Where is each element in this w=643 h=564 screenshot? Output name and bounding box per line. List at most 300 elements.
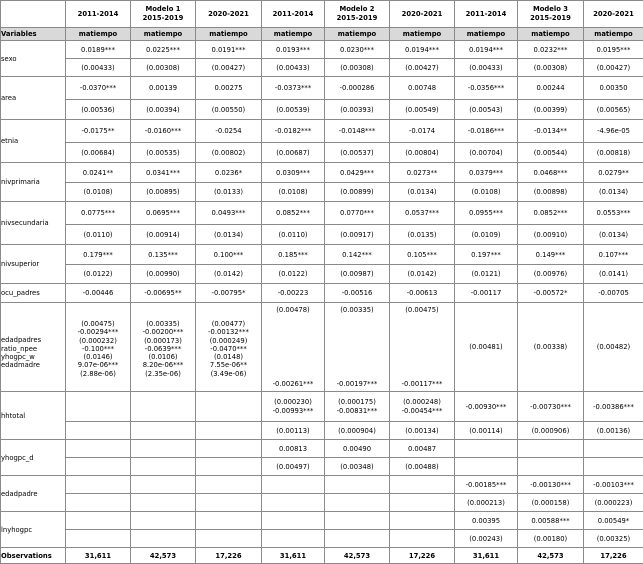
table-row bbox=[1, 440, 643, 458]
block-value: (0.00475) bbox=[66, 320, 130, 328]
se-cell: (0.00684) bbox=[66, 143, 131, 163]
block-variable-label: edadmadre bbox=[1, 361, 65, 369]
coef-cell: 0.185*** bbox=[262, 245, 325, 265]
variable-label: yhogpc_d bbox=[1, 440, 66, 476]
block-value: -0.0470*** bbox=[196, 345, 261, 353]
se-cell: (0.00433) bbox=[66, 59, 131, 77]
empty-cell bbox=[584, 440, 643, 458]
empty-cell bbox=[325, 476, 390, 494]
coef-value: -0.00454*** bbox=[390, 407, 454, 415]
block-variable-label: edadpadres bbox=[1, 336, 65, 344]
empty-cell bbox=[262, 476, 325, 494]
block-split-cell bbox=[390, 303, 455, 392]
observations-cell: 31,611 bbox=[262, 548, 325, 564]
block-se-value: (0.00478) bbox=[262, 306, 324, 314]
se-cell: (0.00895) bbox=[131, 183, 196, 202]
observations-cell: 31,611 bbox=[66, 548, 131, 564]
se-cell: (0.0122) bbox=[262, 265, 325, 284]
table-row bbox=[1, 458, 643, 476]
coef-cell: 0.179*** bbox=[66, 245, 131, 265]
se-cell: (0.00704) bbox=[455, 143, 518, 163]
table-row bbox=[1, 41, 643, 59]
empty-cell bbox=[390, 494, 455, 512]
empty-cell bbox=[455, 440, 518, 458]
coef-cell: 0.0232*** bbox=[518, 41, 584, 59]
block-value: -0.100*** bbox=[66, 345, 130, 353]
block-split-cell bbox=[325, 303, 390, 392]
coef-cell: 0.0341*** bbox=[131, 163, 196, 183]
table-row bbox=[1, 494, 643, 512]
empty-cell bbox=[325, 530, 390, 548]
block-stack-cell bbox=[196, 303, 262, 392]
empty-cell bbox=[66, 392, 131, 422]
coef-cell: 0.0493*** bbox=[196, 202, 262, 225]
depvar-cell: matiempo bbox=[455, 28, 518, 41]
coef-cell: -0.0373*** bbox=[262, 77, 325, 100]
variable-label: nivsuperior bbox=[1, 245, 66, 284]
se-cell: (0.00802) bbox=[196, 143, 262, 163]
coef-cell: -0.0186*** bbox=[455, 120, 518, 143]
coef-cell: -0.0134** bbox=[518, 120, 584, 143]
block-value: (0.000249) bbox=[196, 337, 261, 345]
table-row bbox=[1, 120, 643, 143]
coef-cell: 0.0695*** bbox=[131, 202, 196, 225]
coef-cell: -0.00223 bbox=[262, 284, 325, 303]
empty-cell bbox=[455, 458, 518, 476]
se-cell: (0.0108) bbox=[66, 183, 131, 202]
empty-cell bbox=[196, 512, 262, 530]
depvar-cell: matiempo bbox=[325, 28, 390, 41]
coef-cell: 0.0537*** bbox=[390, 202, 455, 225]
block-se-cell: (0.00481) bbox=[455, 303, 518, 392]
se-cell: (0.0135) bbox=[390, 225, 455, 245]
block-value: 8.20e-06*** bbox=[131, 361, 195, 369]
se-cell: (0.00818) bbox=[584, 143, 643, 163]
se-cell: (0.00543) bbox=[455, 100, 518, 120]
se-cell: (0.00308) bbox=[131, 59, 196, 77]
block-value: (0.00477) bbox=[196, 320, 261, 328]
coef-cell: 0.135*** bbox=[131, 245, 196, 265]
coef-cell: 0.00487 bbox=[390, 440, 455, 458]
coef-cell: 0.0189*** bbox=[66, 41, 131, 59]
empty-cell bbox=[262, 494, 325, 512]
se-cell: (0.00308) bbox=[325, 59, 390, 77]
se-cell: (0.00565) bbox=[584, 100, 643, 120]
block-value: (0.00335) bbox=[131, 320, 195, 328]
coef-cell: 0.197*** bbox=[455, 245, 518, 265]
block-value: (3.49e-06) bbox=[196, 370, 261, 378]
coef-cell: 0.00813 bbox=[262, 440, 325, 458]
block-value: (0.0106) bbox=[131, 353, 195, 361]
coef-cell: 0.00588*** bbox=[518, 512, 584, 530]
se-cell: (0.00910) bbox=[518, 225, 584, 245]
table-row bbox=[1, 1, 643, 28]
empty-cell bbox=[325, 512, 390, 530]
se-cell: (0.0108) bbox=[262, 183, 325, 202]
table-row bbox=[1, 265, 643, 284]
coef-cell: -0.00516 bbox=[325, 284, 390, 303]
se-cell: (0.00325) bbox=[584, 530, 643, 548]
table-row bbox=[1, 422, 643, 440]
coef-cell: -0.00117 bbox=[455, 284, 518, 303]
se-cell: (0.000213) bbox=[455, 494, 518, 512]
coef-cell: 0.142*** bbox=[325, 245, 390, 265]
block-value: (0.0146) bbox=[66, 353, 130, 361]
coef-cell: 0.0309*** bbox=[262, 163, 325, 183]
column-header bbox=[66, 1, 131, 28]
block-value: (0.000232) bbox=[66, 337, 130, 345]
empty-cell bbox=[131, 440, 196, 458]
empty-cell bbox=[196, 422, 262, 440]
observations-cell: 17,226 bbox=[390, 548, 455, 564]
coef-cell: 0.0194*** bbox=[390, 41, 455, 59]
coef-cell: -0.00705 bbox=[584, 284, 643, 303]
se-cell: (0.00394) bbox=[131, 100, 196, 120]
coef-value: -0.00993*** bbox=[262, 407, 324, 415]
se-cell: (0.0133) bbox=[196, 183, 262, 202]
variable-label: nivprimaria bbox=[1, 163, 66, 202]
se-cell: (0.0142) bbox=[390, 265, 455, 284]
empty-cell bbox=[196, 392, 262, 422]
se-cell: (0.00427) bbox=[390, 59, 455, 77]
se-cell: (0.00976) bbox=[518, 265, 584, 284]
depvar-cell: matiempo bbox=[196, 28, 262, 41]
coef-cell: -0.00103*** bbox=[584, 476, 643, 494]
se-cell: (0.00393) bbox=[325, 100, 390, 120]
column-header-line2: 2015-2019 bbox=[131, 14, 195, 23]
se-cell: (0.0141) bbox=[584, 265, 643, 284]
se-cell: (0.00898) bbox=[518, 183, 584, 202]
block-split-cell bbox=[262, 303, 325, 392]
se-cell: (0.00544) bbox=[518, 143, 584, 163]
column-header bbox=[131, 1, 196, 28]
coef-cell: -0.00446 bbox=[66, 284, 131, 303]
table-row bbox=[1, 59, 643, 77]
se-cell: (0.00243) bbox=[455, 530, 518, 548]
block-value: (0.000173) bbox=[131, 337, 195, 345]
table-row bbox=[1, 77, 643, 100]
empty-cell bbox=[196, 476, 262, 494]
empty-cell bbox=[66, 422, 131, 440]
coef-cell: 0.0273** bbox=[390, 163, 455, 183]
empty-cell bbox=[196, 440, 262, 458]
se-cell: (0.00308) bbox=[518, 59, 584, 77]
coef-cell: -0.00930*** bbox=[455, 392, 518, 422]
se-cell: (0.00990) bbox=[131, 265, 196, 284]
column-header bbox=[390, 1, 455, 28]
se-cell: (0.00549) bbox=[390, 100, 455, 120]
se-cell: (0.00427) bbox=[584, 59, 643, 77]
se-cell: (0.00348) bbox=[325, 458, 390, 476]
coef-cell: 0.107*** bbox=[584, 245, 643, 265]
empty-cell bbox=[131, 476, 196, 494]
table-row bbox=[1, 512, 643, 530]
table-row bbox=[1, 284, 643, 303]
se-cell: (0.0110) bbox=[66, 225, 131, 245]
column-header-line1: 2020-2021 bbox=[584, 10, 643, 19]
se-cell: (0.0134) bbox=[390, 183, 455, 202]
variable-label: sexo bbox=[1, 41, 66, 77]
se-cell: (0.00536) bbox=[66, 100, 131, 120]
coef-cell: -0.00572* bbox=[518, 284, 584, 303]
column-header-line1: 2020-2021 bbox=[196, 10, 261, 19]
se-cell: (0.000906) bbox=[518, 422, 584, 440]
column-header bbox=[518, 1, 584, 28]
coef-cell: 0.0279** bbox=[584, 163, 643, 183]
se-cell: (0.0134) bbox=[584, 183, 643, 202]
block-variable-labels bbox=[1, 303, 66, 392]
table-row bbox=[1, 476, 643, 494]
se-cell: (0.00433) bbox=[455, 59, 518, 77]
depvar-cell: matiempo bbox=[584, 28, 643, 41]
column-header-line2: 2015-2019 bbox=[518, 14, 583, 23]
se-cell: (0.00535) bbox=[131, 143, 196, 163]
observations-cell: 42,573 bbox=[131, 548, 196, 564]
coef-cell: -0.0370*** bbox=[66, 77, 131, 100]
depvar-cell: matiempo bbox=[66, 28, 131, 41]
coef-cell: 0.00395 bbox=[455, 512, 518, 530]
variable-label: nivsecundaria bbox=[1, 202, 66, 245]
table-row bbox=[1, 303, 643, 392]
se-cell: (0.0108) bbox=[455, 183, 518, 202]
empty-cell bbox=[66, 530, 131, 548]
se-cell: (0.0142) bbox=[196, 265, 262, 284]
empty-cell bbox=[66, 512, 131, 530]
empty-cell bbox=[518, 458, 584, 476]
se-cell: (0.00537) bbox=[325, 143, 390, 163]
empty-cell bbox=[131, 392, 196, 422]
coef-cell: -0.0356*** bbox=[455, 77, 518, 100]
block-stack-cell bbox=[66, 303, 131, 392]
observations-cell: 31,611 bbox=[455, 548, 518, 564]
coef-cell: 0.0230*** bbox=[325, 41, 390, 59]
se-cell: (0.00917) bbox=[325, 225, 390, 245]
empty-cell bbox=[518, 440, 584, 458]
coef-cell: 0.00139 bbox=[131, 77, 196, 100]
empty-cell bbox=[390, 530, 455, 548]
se-cell: (0.000158) bbox=[518, 494, 584, 512]
se-cell: (0.0121) bbox=[455, 265, 518, 284]
variable-label: edadpadre bbox=[1, 476, 66, 512]
coef-cell: 0.00350 bbox=[584, 77, 643, 100]
block-coef-value: -0.00197*** bbox=[325, 380, 389, 388]
se-cell: (0.0110) bbox=[262, 225, 325, 245]
observations-cell: 42,573 bbox=[518, 548, 584, 564]
empty-cell bbox=[66, 458, 131, 476]
coef-cell: 0.0236* bbox=[196, 163, 262, 183]
coef-cell: 0.0195*** bbox=[584, 41, 643, 59]
hhtotal-stack-cell bbox=[325, 392, 390, 422]
empty-cell bbox=[66, 440, 131, 458]
observations-cell: 17,226 bbox=[196, 548, 262, 564]
coef-cell: -0.00386*** bbox=[584, 392, 643, 422]
se-cell: (0.0134) bbox=[584, 225, 643, 245]
coef-cell: 0.0379*** bbox=[455, 163, 518, 183]
coef-cell: 0.0241** bbox=[66, 163, 131, 183]
hhtotal-stack-cell bbox=[262, 392, 325, 422]
se-cell: (0.00180) bbox=[518, 530, 584, 548]
se-cell: (0.00399) bbox=[518, 100, 584, 120]
coef-cell: 0.0775*** bbox=[66, 202, 131, 225]
coef-cell: 0.0468*** bbox=[518, 163, 584, 183]
block-value: -0.00132*** bbox=[196, 328, 261, 336]
column-header bbox=[584, 1, 643, 28]
se-cell: (0.00113) bbox=[262, 422, 325, 440]
coef-cell: -0.0174 bbox=[390, 120, 455, 143]
empty-cell bbox=[131, 494, 196, 512]
block-coef-value: -0.00117*** bbox=[390, 380, 454, 388]
se-cell: (0.000223) bbox=[584, 494, 643, 512]
se-cell: (0.0122) bbox=[66, 265, 131, 284]
se-value: (0.000248) bbox=[390, 398, 454, 406]
table-row bbox=[1, 202, 643, 225]
column-header bbox=[455, 1, 518, 28]
se-cell: (0.000904) bbox=[325, 422, 390, 440]
depvar-cell: matiempo bbox=[262, 28, 325, 41]
coef-cell: -0.000286 bbox=[325, 77, 390, 100]
coef-cell: 0.0852*** bbox=[518, 202, 584, 225]
column-header-line1: 2011-2014 bbox=[455, 10, 517, 19]
table-row bbox=[1, 225, 643, 245]
empty-cell bbox=[66, 494, 131, 512]
table-row bbox=[1, 392, 643, 422]
coef-cell: 0.0955*** bbox=[455, 202, 518, 225]
column-header bbox=[196, 1, 262, 28]
variable-label: hhtotal bbox=[1, 392, 66, 440]
coef-cell: -4.96e-05 bbox=[584, 120, 643, 143]
se-cell: (0.00427) bbox=[196, 59, 262, 77]
coef-cell: -0.00185*** bbox=[455, 476, 518, 494]
coef-cell: -0.0160*** bbox=[131, 120, 196, 143]
empty-cell bbox=[131, 458, 196, 476]
empty-cell bbox=[325, 494, 390, 512]
se-cell: (0.00114) bbox=[455, 422, 518, 440]
coef-cell: -0.00695** bbox=[131, 284, 196, 303]
block-value: (2.88e-06) bbox=[66, 370, 130, 378]
block-value: -0.00294*** bbox=[66, 328, 130, 336]
block-se-cell: (0.00482) bbox=[584, 303, 643, 392]
empty-cell bbox=[584, 458, 643, 476]
variables-label: Variables bbox=[1, 28, 66, 41]
block-se-value: (0.00335) bbox=[325, 306, 389, 314]
block-se-cell: (0.00338) bbox=[518, 303, 584, 392]
coef-cell: 0.0553*** bbox=[584, 202, 643, 225]
coef-cell: -0.0182*** bbox=[262, 120, 325, 143]
se-cell: (0.00433) bbox=[262, 59, 325, 77]
se-cell: (0.0109) bbox=[455, 225, 518, 245]
depvar-cell: matiempo bbox=[518, 28, 584, 41]
empty-cell bbox=[196, 494, 262, 512]
observations-cell: 42,573 bbox=[325, 548, 390, 564]
column-header-line1: 2020-2021 bbox=[390, 10, 454, 19]
hhtotal-stack-cell bbox=[390, 392, 455, 422]
block-variable-label: ratio_npee bbox=[1, 345, 65, 353]
block-value: (2.35e-06) bbox=[131, 370, 195, 378]
se-cell: (0.00550) bbox=[196, 100, 262, 120]
se-cell: (0.00687) bbox=[262, 143, 325, 163]
table-row bbox=[1, 245, 643, 265]
column-header-line1: 2011-2014 bbox=[66, 10, 130, 19]
coef-cell: 0.0194*** bbox=[455, 41, 518, 59]
se-cell: (0.00497) bbox=[262, 458, 325, 476]
se-cell: (0.00136) bbox=[584, 422, 643, 440]
column-header-line1: Modelo 3 bbox=[518, 5, 583, 14]
table-row bbox=[1, 28, 643, 41]
empty-cell bbox=[196, 458, 262, 476]
coef-cell: 0.0191*** bbox=[196, 41, 262, 59]
empty-cell bbox=[131, 530, 196, 548]
coef-cell: 0.0225*** bbox=[131, 41, 196, 59]
se-cell: (0.00804) bbox=[390, 143, 455, 163]
coef-value: -0.00831*** bbox=[325, 407, 389, 415]
column-header bbox=[325, 1, 390, 28]
coef-cell: 0.00275 bbox=[196, 77, 262, 100]
table-row bbox=[1, 530, 643, 548]
column-header-line1: 2011-2014 bbox=[262, 10, 324, 19]
empty-cell bbox=[262, 512, 325, 530]
coef-cell: 0.00244 bbox=[518, 77, 584, 100]
observations-label: Observations bbox=[1, 548, 66, 564]
table-row bbox=[1, 143, 643, 163]
block-value: -0.0639*** bbox=[131, 345, 195, 353]
coef-cell: 0.0852*** bbox=[262, 202, 325, 225]
coef-cell: -0.0254 bbox=[196, 120, 262, 143]
empty-cell bbox=[390, 476, 455, 494]
corner-cell bbox=[1, 1, 66, 28]
se-cell: (0.00488) bbox=[390, 458, 455, 476]
variable-label: etnia bbox=[1, 120, 66, 163]
variable-label: area bbox=[1, 77, 66, 120]
coef-cell: 0.100*** bbox=[196, 245, 262, 265]
se-cell: (0.00134) bbox=[390, 422, 455, 440]
block-value: -0.00200*** bbox=[131, 328, 195, 336]
se-cell: (0.00914) bbox=[131, 225, 196, 245]
coef-cell: 0.0193*** bbox=[262, 41, 325, 59]
empty-cell bbox=[131, 422, 196, 440]
table-row bbox=[1, 183, 643, 202]
se-cell: (0.00899) bbox=[325, 183, 390, 202]
column-header-line1: Modelo 2 bbox=[325, 5, 389, 14]
depvar-cell: matiempo bbox=[390, 28, 455, 41]
column-header-line2: 2015-2019 bbox=[325, 14, 389, 23]
coef-cell: 0.0429*** bbox=[325, 163, 390, 183]
coef-cell: -0.00613 bbox=[390, 284, 455, 303]
coef-cell: -0.00730*** bbox=[518, 392, 584, 422]
coef-cell: -0.00795* bbox=[196, 284, 262, 303]
column-header-line1: Modelo 1 bbox=[131, 5, 195, 14]
coef-cell: 0.149*** bbox=[518, 245, 584, 265]
variable-label: ocu_padres bbox=[1, 284, 66, 303]
coef-cell: 0.00748 bbox=[390, 77, 455, 100]
block-value: 9.07e-06*** bbox=[66, 361, 130, 369]
se-value: (0.000175) bbox=[325, 398, 389, 406]
empty-cell bbox=[66, 476, 131, 494]
block-variable-label: yhogpc_w bbox=[1, 353, 65, 361]
block-coef-value: -0.00261*** bbox=[262, 380, 324, 388]
se-cell: (0.00987) bbox=[325, 265, 390, 284]
coef-cell: -0.0175** bbox=[66, 120, 131, 143]
block-se-value: (0.00475) bbox=[390, 306, 454, 314]
coef-cell: 0.00549* bbox=[584, 512, 643, 530]
block-stack-cell bbox=[131, 303, 196, 392]
coef-cell: -0.00130*** bbox=[518, 476, 584, 494]
empty-cell bbox=[262, 530, 325, 548]
se-cell: (0.0134) bbox=[196, 225, 262, 245]
empty-cell bbox=[131, 512, 196, 530]
table-row bbox=[1, 100, 643, 120]
se-cell: (0.00539) bbox=[262, 100, 325, 120]
empty-cell bbox=[196, 530, 262, 548]
